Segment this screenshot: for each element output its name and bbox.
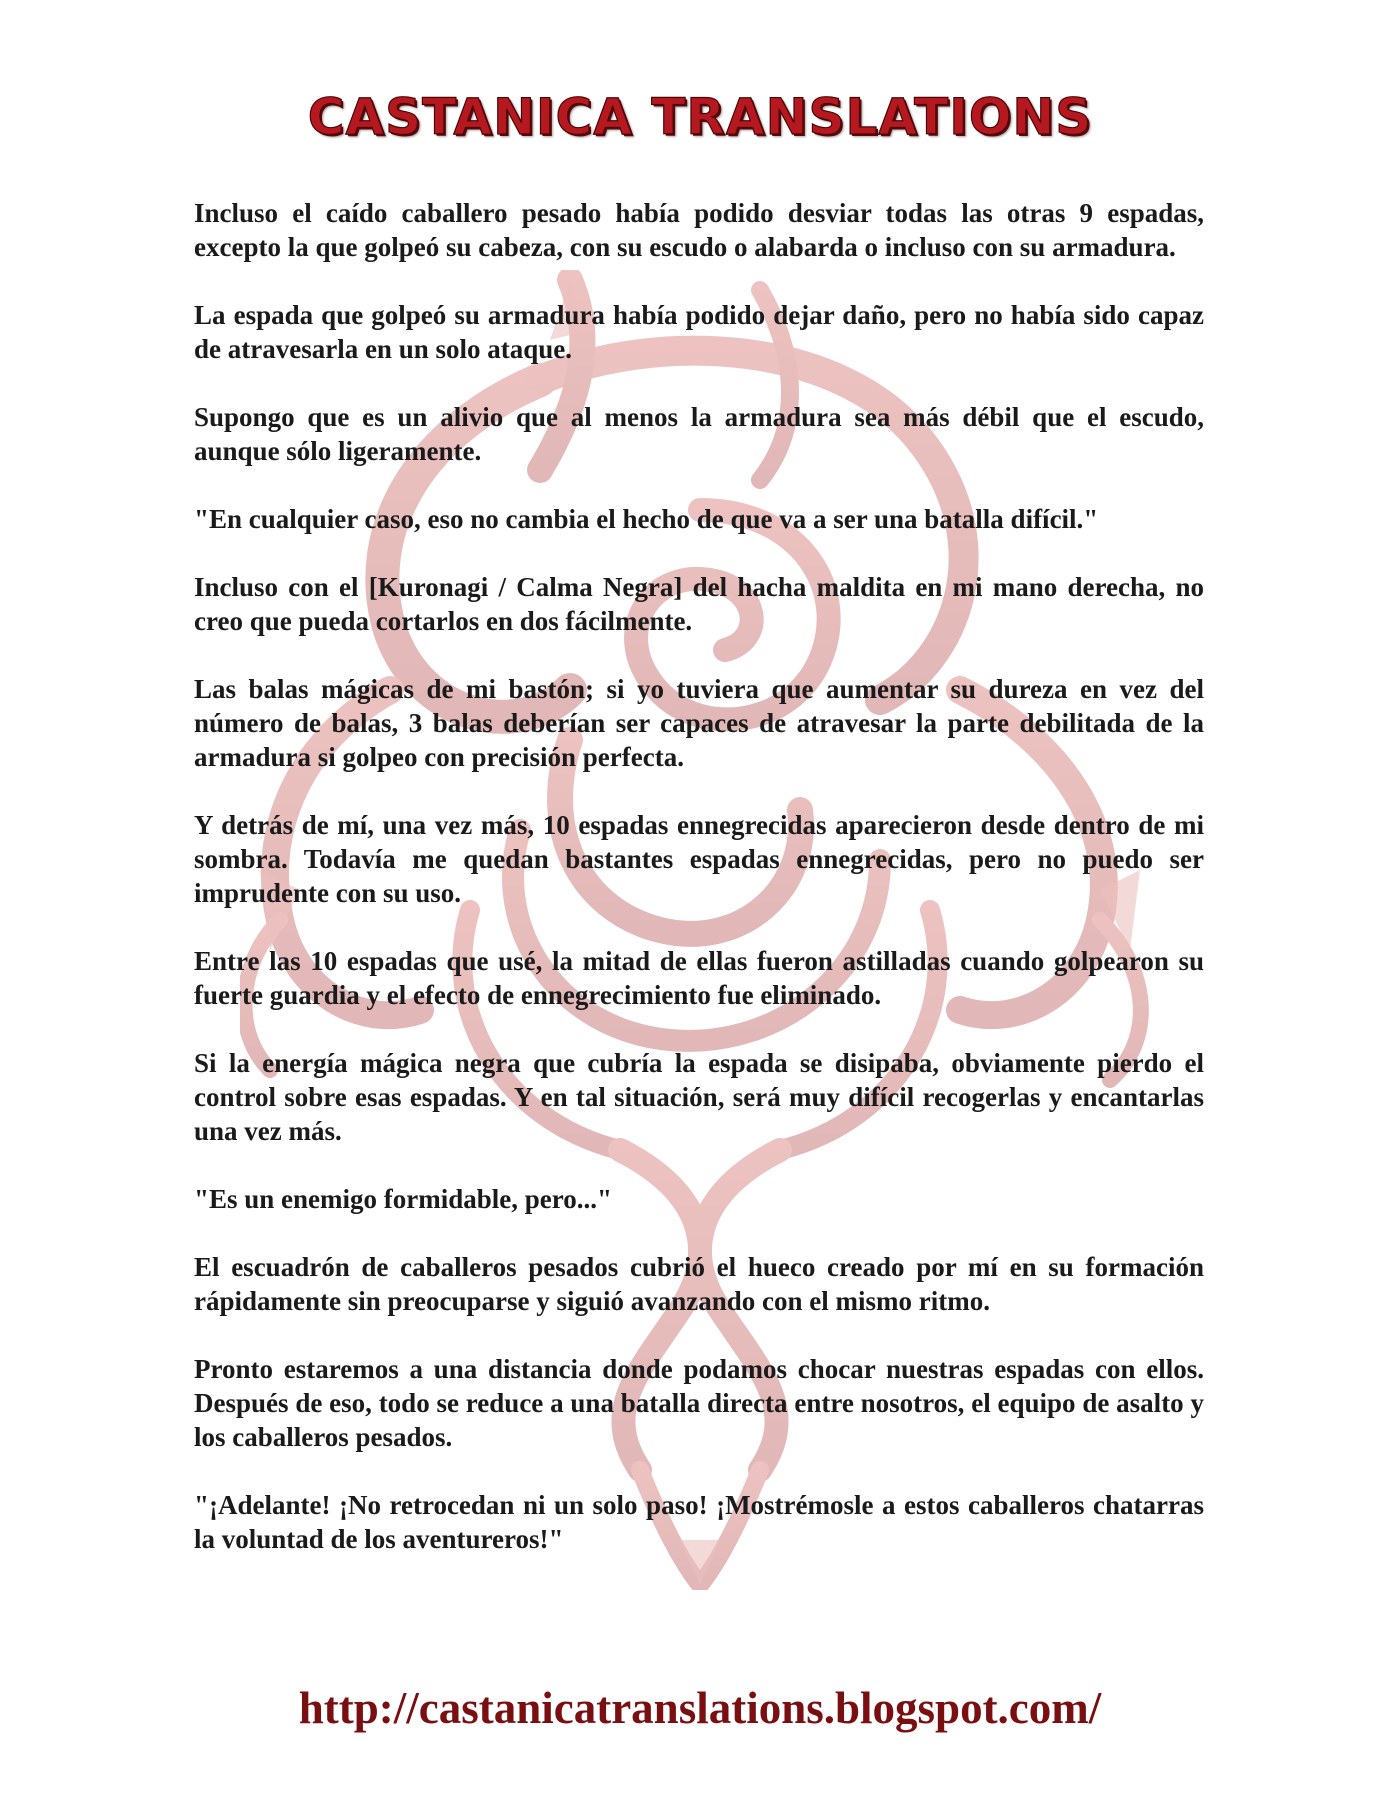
paragraph-7: Y detrás de mí, una vez más, 10 espadas ennegrecidas aparecieron desde dentro de mi sombra. Todavía me quedan bastantes espadas ennegrecidas, pero no puedo ser imprudente con su uso. <box>194 810 1204 908</box>
footer-link[interactable]: http://castanicatranslations.blogspot.com/ <box>298 1683 1102 1733</box>
paragraph-2: La espada que golpeó su armadura había podido dejar daño, pero no había sido capaz de atravesarla en un solo ataque. <box>194 300 1204 364</box>
paragraph-8: Entre las 10 espadas que usé, la mitad de ellas fueron astilladas cuando golpearon su fuerte guardia y el efecto de ennegrecimiento fue eliminado. <box>194 946 1204 1010</box>
paragraph-5: Incluso con el [Kuronagi / Calma Negra] del hacha maldita en mi mano derecha, no creo que pueda cortarlos en dos fácilmente. <box>194 572 1204 636</box>
document-body <box>194 196 1204 1590</box>
paragraph-13: "¡Adelante! ¡No retrocedan ni un solo paso! ¡Mostrémosle a estos caballeros chatarras la voluntad de los aventureros!" <box>194 1490 1204 1554</box>
paragraph-10: "Es un enemigo formidable, pero..." <box>194 1184 612 1214</box>
paragraph-9: Si la energía mágica negra que cubría la espada se disipaba, obviamente pierdo el control sobre esas espadas. Y en tal situación, será muy difícil recogerlas y encantarlas una vez más. <box>194 1048 1204 1146</box>
paragraph-3: Supongo que es un alivio que al menos la armadura sea más débil que el escudo, aunque sólo ligeramente. <box>194 402 1204 466</box>
paragraph-11: El escuadrón de caballeros pesados cubrió el hueco creado por mí en su formación rápidamente sin preocuparse y siguió avanzando con el mismo ritmo. <box>194 1252 1204 1316</box>
paragraph-12: Pronto estaremos a una distancia donde podamos chocar nuestras espadas con ellos. Después de eso, todo se reduce a una batalla directa entre nosotros, el equipo de asalto y los caballeros pesados. <box>194 1354 1204 1452</box>
page-title: CASTANICA TRANSLATIONS <box>307 88 1093 146</box>
paragraph-1: Incluso el caído caballero pesado había podido desviar todas las otras 9 espadas, excepto la que golpeó su cabeza, con su escudo o alabarda o incluso con su armadura. <box>194 198 1204 262</box>
paragraph-6: Las balas mágicas de mi bastón; si yo tuviera que aumentar su dureza en vez del número de balas, 3 balas deberían ser capaces de atravesar la parte debilitada de la armadura si golpeo con precisión perfecta. <box>194 674 1204 772</box>
paragraph-4: "En cualquier caso, eso no cambia el hecho de que va a ser una batalla difícil." <box>194 504 1099 534</box>
